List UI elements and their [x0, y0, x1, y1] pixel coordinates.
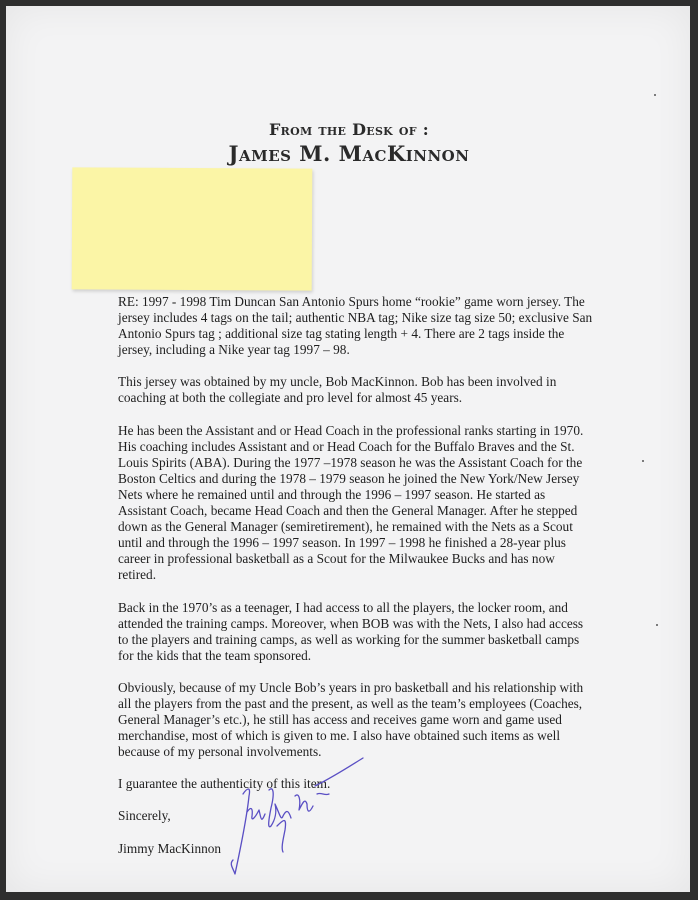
paragraph-uncle: This jersey was obtained by my uncle, Bob MacKinnon. Bob has been involved in coaching at both the collegiate and pro level for almost 45 years. — [118, 374, 557, 406]
paper-speck — [642, 460, 644, 462]
letterhead-name: James M. MacKinnon — [228, 141, 470, 166]
paragraph-guarantee: I guarantee the authenticity of this item. — [118, 776, 331, 792]
paragraph-re: RE: 1997 - 1998 Tim Duncan San Antonio Spurs home “rookie” game worn jersey. The jersey includes 4 tags on the tail; authentic NBA tag; Nike size tag size 50; exclusive San Antonio Spurs tag ; additional size tag stating length + 4. There are 2 tags inside the jersey, including a Nike year tag 1997 – 98. — [118, 294, 593, 358]
paragraph-career: He has been the Assistant and or Head Coach in the professional ranks starting in 1970. His coaching includes Assistant and or Head Coach for the Buffalo Braves and the St. Louis Spirits (ABA). During the 1977 –1978 season he was the Assistant Coach for the Boston Celtics and during the 1978 – 1979 season he joined the New York/New Jersey Nets where he remained until and through the 1996 – 1997 season. He started as Assistant Coach, became Head Coach and then the General Manager. After he stepped down as the General Manager (semiretirement), he remained with the Nets as a Scout until and through the 1996 – 1997 season. In 1997 – 1998 he finished a 28-year plus career in professional basketball as a Scout for the Milwaukee Bucks and has now retired. — [118, 422, 584, 583]
letterhead-from: From the Desk of : — [269, 120, 429, 139]
paper-speck — [656, 624, 658, 626]
sticky-note — [72, 167, 313, 290]
paragraph-teenager: Back in the 1970’s as a teenager, I had access to all the players, the locker room, and attended the training camps. Moreover, when BOB was with the Nets, I also had access to the players and training camps, as well as working for the summer basketball camps for the kids that the team sponsored. — [118, 599, 584, 663]
paragraph-merchandise: Obviously, because of my Uncle Bob’s years in pro basketball and his relationship with all the players from the past and the present, as well as the team’s employees (Coaches, General Manager’s etc.), he still has access and receives game worn and game used merchandise, most of which is given to me. I also have obtained such items as well because of my personal involvements. — [118, 679, 584, 760]
signer-name: Jimmy MacKinnon — [118, 840, 222, 856]
paper-speck — [654, 94, 656, 96]
handwritten-signature — [225, 756, 375, 878]
closing: Sincerely, — [118, 808, 171, 824]
